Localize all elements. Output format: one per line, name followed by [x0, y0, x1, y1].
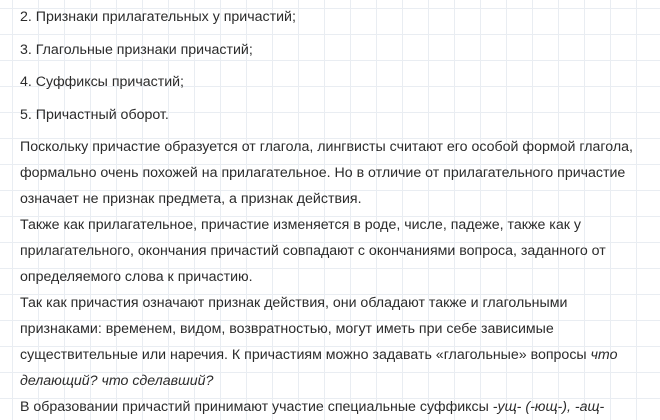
paragraph-line: Поскольку причастие образуется от глагола, лингвисты считают его особой формой глагола, — [20, 139, 633, 155]
paragraph-line: определяемого слова к причастию. — [20, 269, 253, 285]
list — [20, 4, 648, 128]
question-example: что — [590, 347, 618, 363]
paragraph-line — [20, 394, 648, 420]
paragraph-1 — [20, 134, 648, 212]
paragraph-4 — [20, 394, 648, 420]
list-item: 4. Суффиксы причастий; — [20, 74, 184, 90]
paragraph-text: существительные или наречия. К причастиям можно задавать «глагольные» вопросы — [20, 347, 591, 363]
question-example: делающий? что сделавший? — [20, 373, 214, 389]
paragraph-3 — [20, 290, 648, 394]
paragraph-line: прилагательного, окончания причастий совпадают с окончаниями вопроса, заданного от — [20, 243, 606, 259]
list-item: 2. Признаки прилагательных у причастий; — [20, 9, 296, 25]
list-item: 3. Глагольные признаки причастий; — [20, 41, 253, 58]
suffix-example: -ущ- (-ющ-), -ащ- — [492, 399, 605, 415]
paragraph-line: означает не признак предмета, а признак действия. — [20, 191, 362, 207]
paragraph-text: В образовании причастий принимают участие специальные суффиксы — [20, 399, 493, 415]
paragraph-line: признаками: временем, видом, возвратностью, могут иметь при себе зависимые — [20, 321, 554, 337]
paragraph-line — [20, 342, 648, 368]
document-body — [20, 4, 648, 420]
paragraph-2 — [20, 212, 648, 290]
paragraph-line: формально очень похожей на прилагательное. Но в отличие от прилагательного причастие — [20, 165, 626, 181]
list-item: 5. Причастный оборот. — [20, 106, 169, 123]
paragraph-line: Так как причастия означают признак действия, они обладают также и глагольными — [20, 295, 568, 311]
paragraph-line: Также как прилагательное, причастие изменяется в роде, числе, падеже, также как у — [20, 217, 581, 233]
